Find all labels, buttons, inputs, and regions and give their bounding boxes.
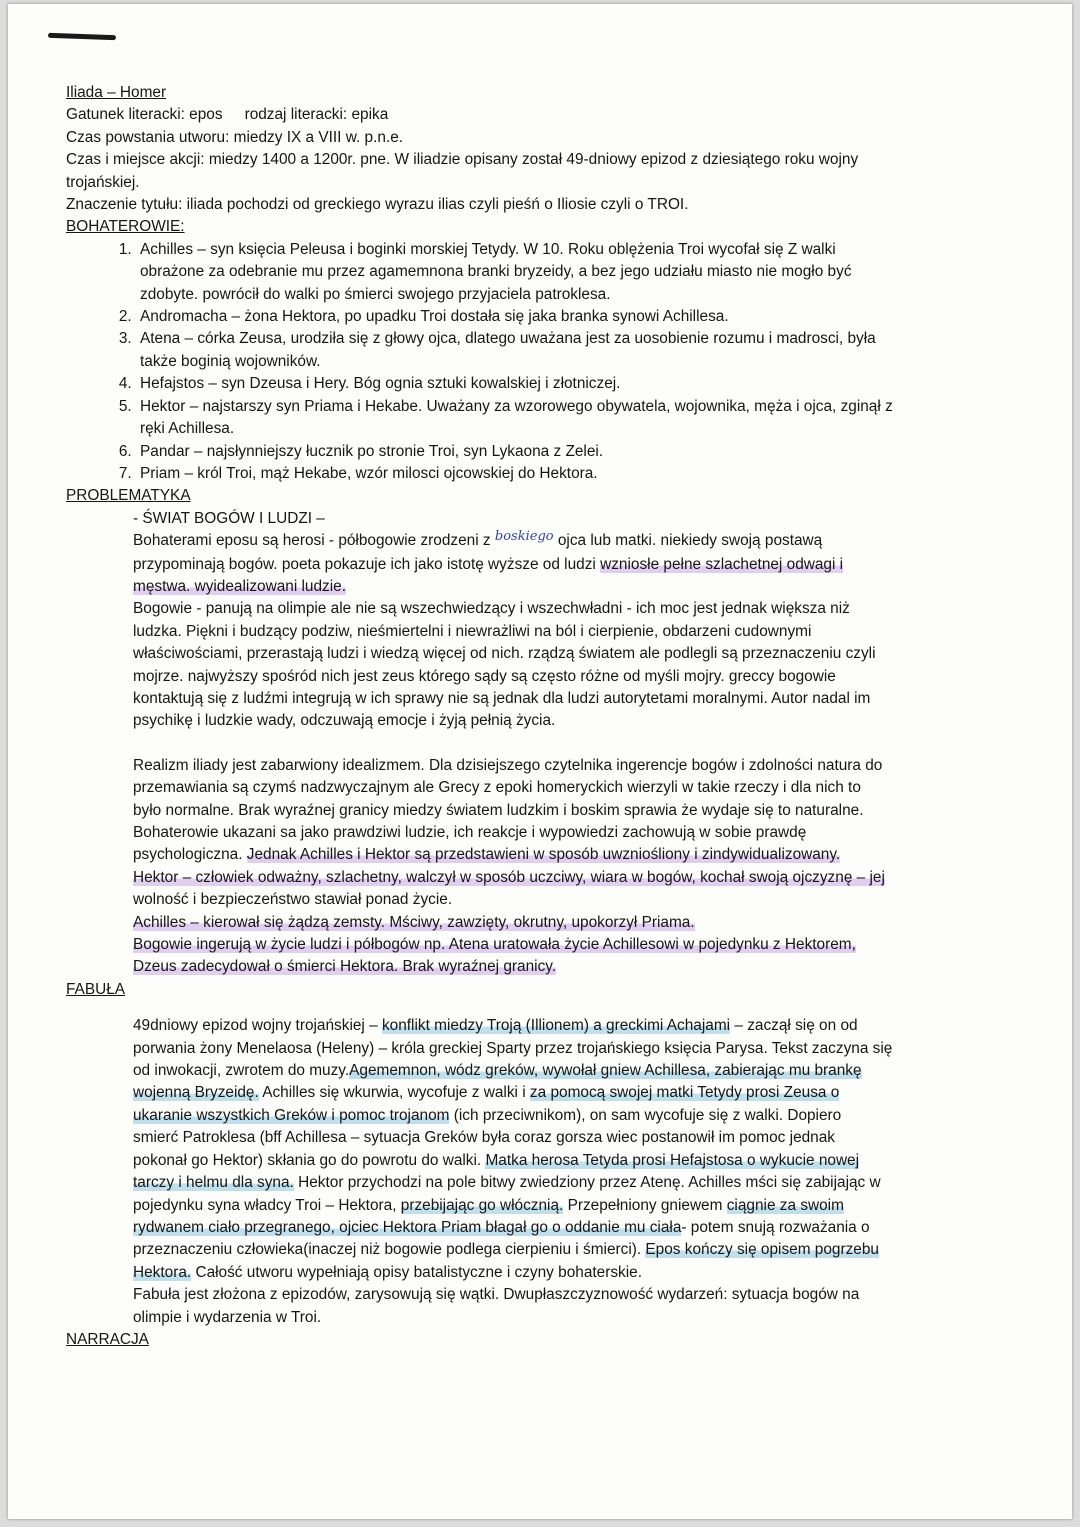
title-meaning: Znaczenie tytułu: iliada pochodzi od greckiego wyrazu ilias czyli pieśń o Iliosie czyli o TROI. (66, 196, 689, 214)
creation-time: Czas powstania utworu: miedzy IX a VIII w. p.n.e. (66, 128, 404, 146)
fabula-paragraph: 49dniowy epizod wojny trojańskiej – konflikt miedzy Troją (Illionem) a greckimi Achajami – zaczął się on od porwania żony Menelaosa (Heleny) – króla greckiej Sparty przez trojańskiego księcia Parysa. Tekst zaczyna się od inwokacji, zwrotem do muzy.Agememnon, wódz greków, wywołał gniew Achillesa, zabierając mu brankę wojenną Bryzeidę. Achilles się wkurwia, wycofuje z walki i za pomocą swojej matki Tetydy prosi Zeusa o ukaranie wszystkich Greków i pomoc trojanom (ich przeciwnikom), on sam wycofuje się z walki. Dopiero smierć Patroklesa (bff Achillesa – sytuacja Greków była coraz gorsza wiec postanowił im pomoc jednak pokonał go Hektor) skłania go do powrotu do walki. Matka herosa Tetyda prosi Hefajstosa o wykucie nowej tarczy i helmu dla syna. Hektor przychodzi na pole bitwy zwiedziony przez Atenę. Achilles mści się zabijając w pojedynku syna władcy Troi – Hektora, przebijając go włócznią. Przepełniony gniewem ciągnie za swoim rydwanem ciało przegranego, ojciec Hektora Priam błagał go o oddanie mu ciała- potem snują rozważania o przeznaczeniu człowieka(inaczej niż bogowie podlega cierpieniu i śmierci). Epos kończy się opisem pogrzebu Hektora. Całość utworu wypełniają opisy batalistyczne i czyny bohaterskie. Fabuła jest złożona z epizodów, zarysowują się wątki. Dwupłaszczyznowość wydarzeń: sytuacja bogów na olimpie i wydarzenia w Troi. (133, 1017, 893, 1326)
hero-item: 4. Hefajstos – syn Dzeusa i Hery. Bóg ognia sztuki kowalskiej i złotniczej. (136, 373, 1006, 395)
scanned-page (8, 4, 1072, 1519)
gods-people-heading: - ŚWIAT BOGÓW I LUDZI – (133, 509, 325, 527)
fabula-heading: FABUŁA (66, 980, 126, 998)
heroes-heading: BOHATEROWIE: (66, 218, 185, 236)
page-title: Iliada – Homer (66, 84, 167, 101)
time-place-line-1: Czas i miejsce akcji: miedzy 1400 a 1200r. pne. W iliadzie opisany został 49-dniowy epizod z dziesiątego roku wojny (66, 151, 859, 169)
herosi-paragraph: Bohaterami eposu są herosi - półbogowie zrodzeni z boskiego ojca lub matki. niekiedy swoją postawą przypominają bogów. poeta pokazuje ich jako istotę wyższe od ludzi wzniosłe pełne szlachetnej odwagi i męstwa. wyidealizowani ludzie. (133, 530, 1006, 598)
heroes-list (66, 239, 1006, 485)
hero-item: 6. Pandar – najsłynniejszy łucznik po stronie Troi, syn Lykaona z Zelei. (136, 441, 1006, 463)
notes-content (66, 82, 1006, 1351)
genre-line: Gatunek literacki: epos rodzaj literacki: epika (66, 106, 389, 124)
hero-item: 1. Achilles – syn księcia Peleusa i boginki morskiej Tetydy. W 10. Roku oblężenia Troi wycofał się Z walki obrażone za odebranie mu przez agamemnona branki bryzeidy, a bez jego udziału miasto nie mogło być zdobyte. powrócił do walki po śmierci swojego przyjaciela patroklesa. (136, 239, 1006, 306)
pen-mark (48, 33, 116, 40)
hero-item: 7. Priam – król Troi, mąż Hekabe, wzór milosci ojcowskiej do Hektora. (136, 463, 1006, 485)
hero-item: 2. Andromacha – żona Hektora, po upadku Troi dostała się jaka branka synowi Achillesa. (136, 306, 1006, 328)
narracja-heading: NARRACJA (66, 1330, 149, 1348)
handwritten-word: boskiego (494, 529, 554, 545)
hero-item: 5. Hektor – najstarszy syn Priama i Hekabe. Uważany za wzorowego obywatela, wojownika, męża i ojca, zginął z ręki Achillesa. (136, 396, 1006, 441)
hero-item: 3. Atena – córka Zeusa, urodziła się z głowy ojca, dlatego uważana jest za uosobienie rozumu i madrosci, była także boginią wojowników. (136, 328, 1006, 373)
problematyka-heading: PROBLEMATYKA (66, 487, 191, 505)
bogowie-paragraph: Bogowie - panują na olimpie ale nie są wszechwiedzący i wszechwładni - ich moc jest jednak większa niż ludzka. Piękni i budzący podziw, nieśmiertelni i niewrażliwi na ból i cierpienie, obdarzeni cudownymi właściwościami, przerastają ludzi i wiedzą więcej od nich. rządzą światem ale podlegli są przeznaczeniu czyli mojrze. najwyższy spośród nich jest zeus którego sądy są często różne od myśli mojry. greccy bogowie kontaktują się z ludźmi integrują w ich sprawy nie są jednak dla ludzi autorytetami moralnymi. Autor nadal im psychikę i ludzkie wady, odczuwają emocje i żyją pełnią życia. (133, 600, 876, 730)
realizm-paragraph: Realizm iliady jest zabarwiony idealizmem. Dla dzisiejszego czytelnika ingerencje bogów i zdolności natura do przemawiania są czymś nadzwyczajnym ale Grecy z epoki homeryckich wierzyli w takie rzeczy i dla nich to było normalne. Brak wyraźnej granicy miedzy światem ludzkim i boskim sprawia że wydaje się to naturalne. Bohaterowie ukazani sa jako prawdziwi ludzie, ich reakcje i wypowiedzi zachowują w sobie prawdę psychologiczna. Jednak Achilles i Hektor są przedstawieni w sposób uwzniośliony i zindywidualizowany. Hektor – człowiek odważny, szlachetny, walczył w sposób uczciwy, wiara w bogów, kochał swoją ojczyznę – jej wolność i bezpieczeństwo stawiał ponad życie. Achilles – kierował się żądzą zemsty. Mściwy, zawzięty, okrutny, upokorzył Priama. Bogowie ingerują w życie ludzi i półbogów np. Atena uratowała życie Achillesowi w pojedynku z Hektorem, Dzeus zadecydował o śmierci Hektora. Brak wyraźnej granicy. (133, 756, 885, 976)
time-place-line-2: trojańskiej. (66, 173, 140, 191)
